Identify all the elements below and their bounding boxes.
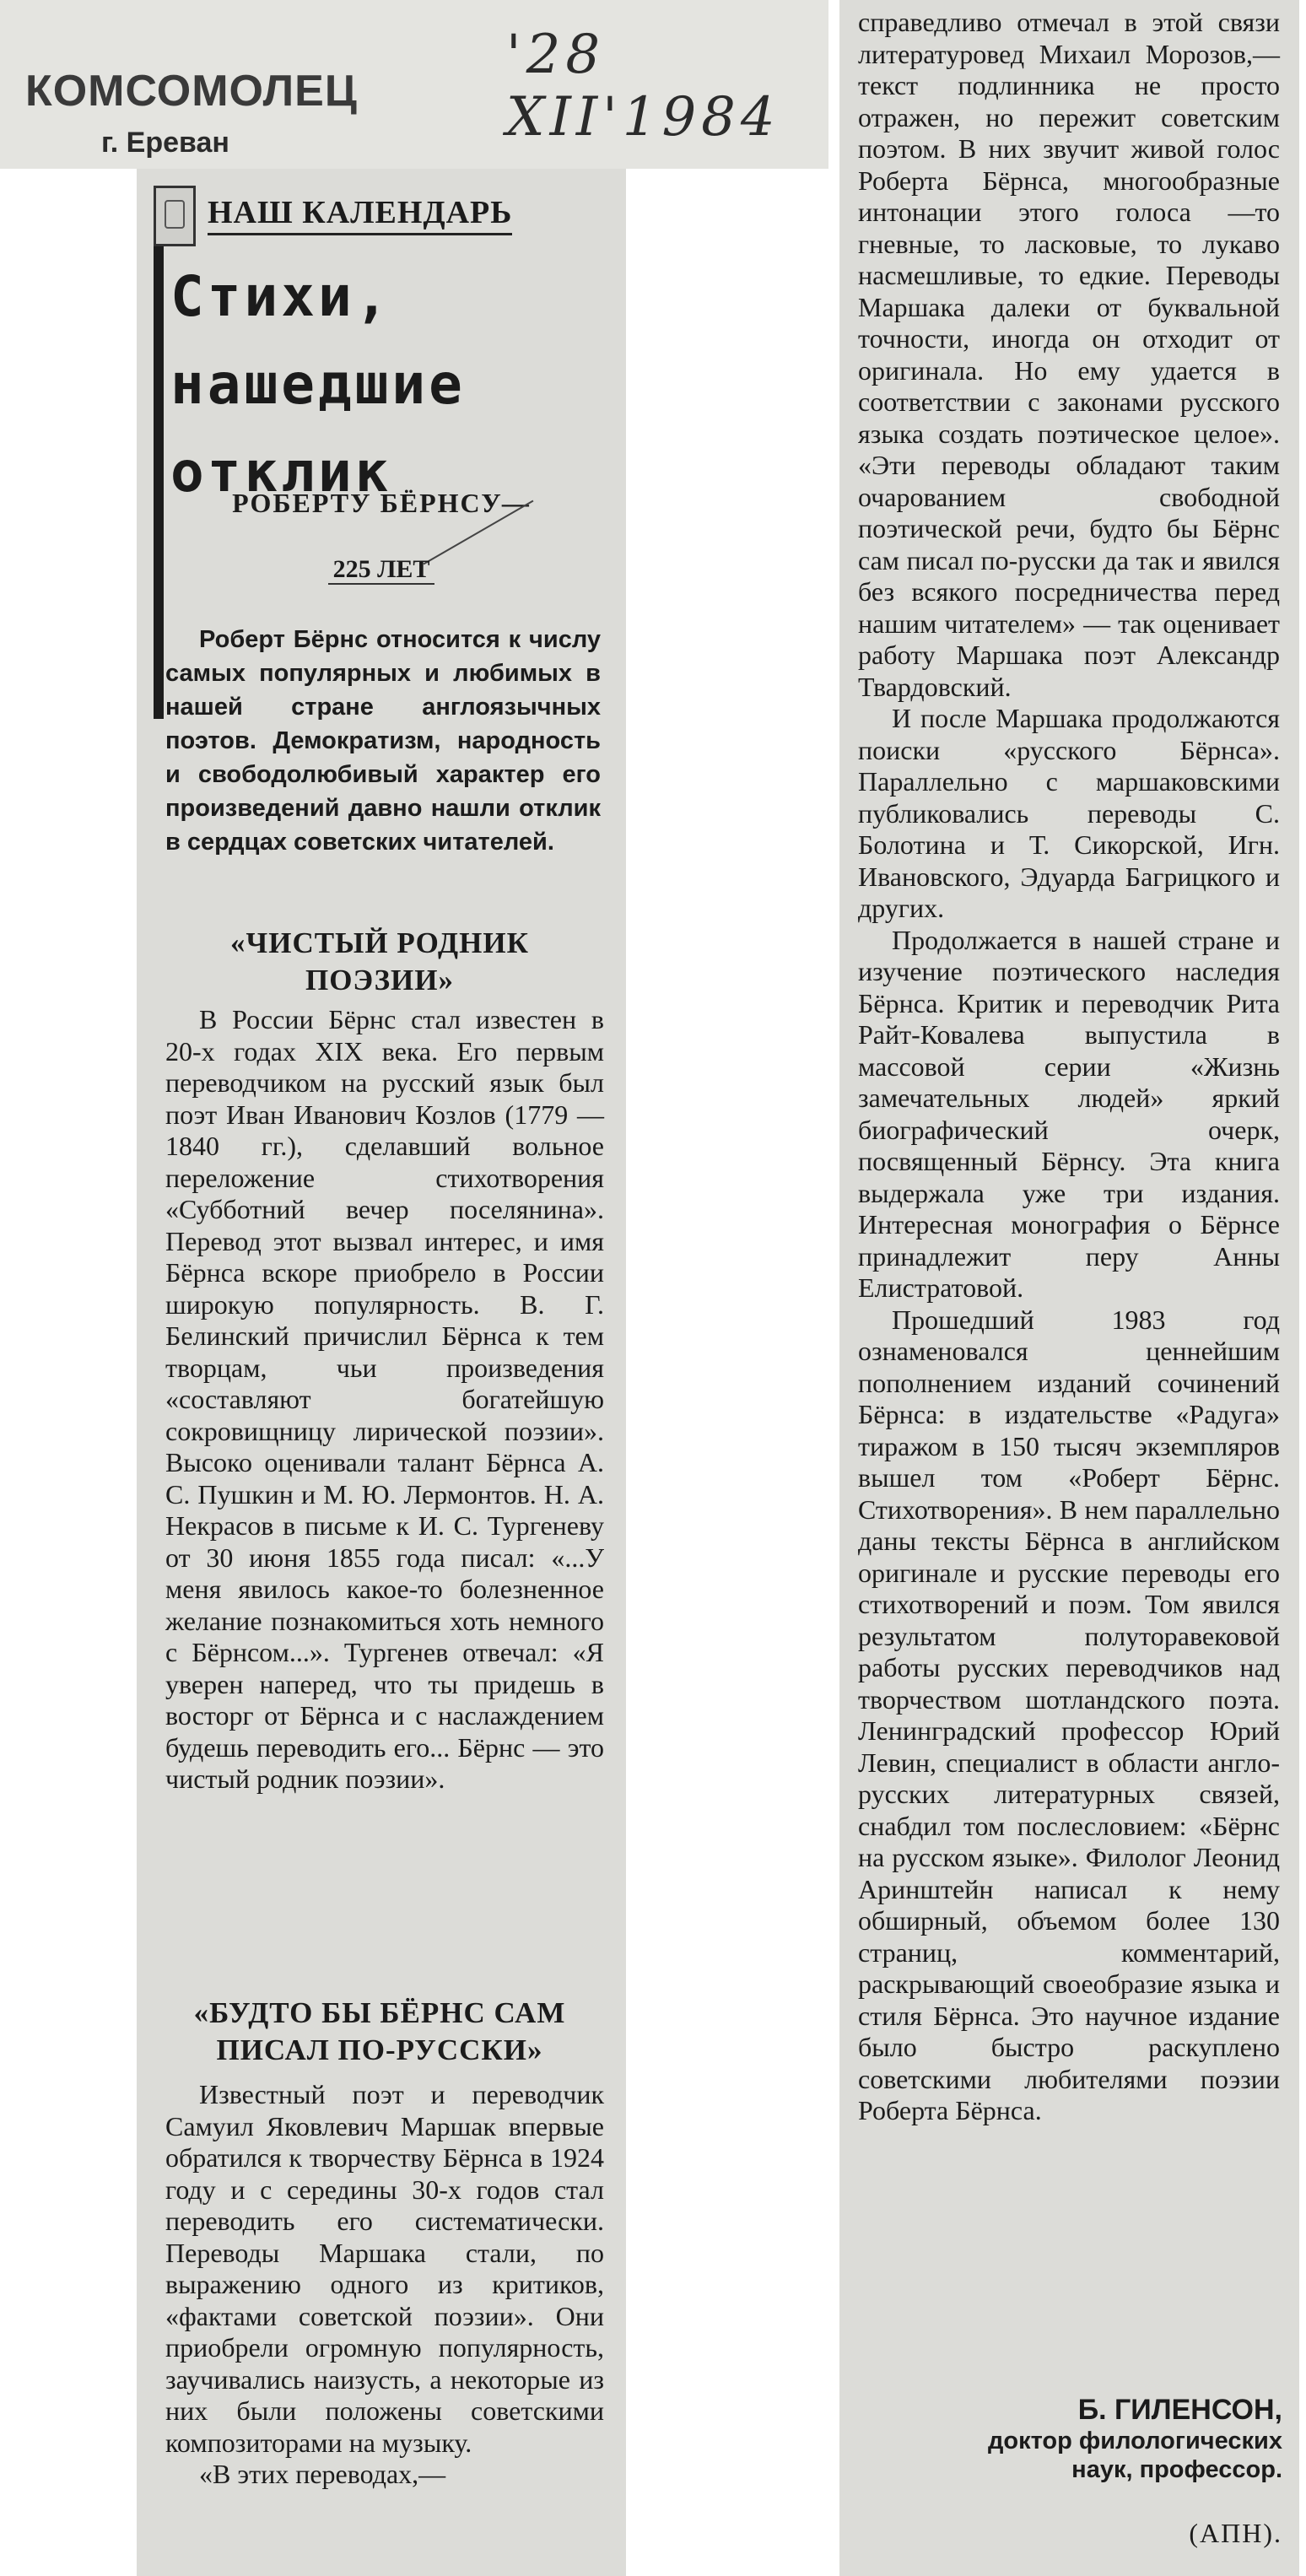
paragraph: справедливо отмечал в этой связи литературовед Михаил Морозов,— текст подлинника не просто отражен, но пережит советским поэтом. В них звучит живой голос Роберта Бёрнса, многообразные интонации этого голоса —то гневные, то ласковые, то лукаво насмешливые, то едкие. Переводы Маршака далеки от буквальной точности, иногда он отходит от оригинала. Но ему удается в соответствии с законами русского языка создать поэтическое целое». «Эти переводы обладают таким очарованием свободной поэтической речи, будто бы Бёрнс сам писал по-русски да так и явился без всякого посредничества перед нашим читателем» — так оценивает работу Маршака поэт Александр Твардовский. bbox=[858, 7, 1280, 702]
headline-line: нашедшие bbox=[170, 352, 466, 417]
section-title: «БУДТО БЫ БЁРНС САМ ПИСАЛ ПО-РУССКИ» bbox=[193, 1996, 566, 2066]
headline-line: Стихи, bbox=[170, 264, 392, 329]
anniversary-text: 225 ЛЕТ bbox=[328, 555, 435, 585]
paragraph: В России Бёрнс стал известен в 20-х годах XIX века. Его первым переводчиком на русский язык был поэт Иван Иванович Козлов (1779 — 1840 гг.), сделавший вольное переложение стихотворения «Субботний вечер поселянина». Перевод этот вызвал интерес, и имя Бёрнса вскоре приобрело в России широкую популярность. В. Г. Белинский причислил Бёрнса к тем творцам, чьи произведения «составляют богатейшую сокровищницу лирической поэзии». Высоко оценивали талант Бёрнса А. С. Пушкин и М. Ю. Лермонтов. Н. А. Некрасов в письме к И. С. Тургеневу от 30 июня 1855 года писал: «...У меня явилось какое-то болезненное желание познакомиться хоть немного с Бёрнсом...». Тургенев отвечал: «Я уверен наперед, что ты придешь в восторг от Бёрнса и с наслаждением будешь переводить его... Бёрнс — это чистый родник поэзии». bbox=[165, 1004, 604, 1794]
headline bbox=[170, 253, 575, 516]
newspaper-stamp bbox=[0, 0, 828, 169]
column-text bbox=[858, 7, 1280, 2127]
clipping-date: '28 XII'1984 bbox=[506, 24, 780, 149]
author-degree: наук, профессор. bbox=[1071, 2456, 1282, 2483]
article-column-right bbox=[839, 0, 1299, 2576]
section-text bbox=[165, 2079, 604, 2491]
subheadline: РОБЕРТУ БЁРНСУ— bbox=[232, 488, 531, 518]
article-column-left bbox=[137, 169, 626, 2576]
lead-paragraph: Роберт Бёрнс относится к числу самых популярных и любимых в нашей стране англоязычных поэтов. Демократизм, народность и свободолюбивый характер его произведений давно нашли отклик в сердцах советских читателей. bbox=[165, 626, 601, 856]
rubric bbox=[154, 186, 609, 243]
paragraph: Известный поэт и переводчик Самуил Яковлевич Маршак впервые обратился к творчеству Бёрнса в 1924 году и с середины 30-х годов стал переводить его систематически. Переводы Маршака стали, по выражению одного из критиков, «фактами советской поэзии». Они приобрели огромную популярность, заучивались наизусть, а некоторые из них были положены советскими композиторами на музыку. bbox=[165, 2079, 604, 2458]
author-name: Б. ГИЛЕНСОН, bbox=[1077, 2394, 1282, 2426]
headline-line: отклик bbox=[170, 440, 392, 505]
anniversary-label bbox=[187, 555, 575, 584]
author-signature bbox=[839, 2393, 1282, 2484]
newspaper-city: г. Ереван bbox=[101, 127, 229, 159]
author-degree: доктор филологических bbox=[987, 2427, 1282, 2454]
calendar-icon bbox=[154, 186, 196, 246]
rubric-label: НАШ КАЛЕНДАРЬ bbox=[208, 194, 512, 235]
news-agency: (АПН). bbox=[1189, 2518, 1282, 2548]
paragraph: «В этих переводах,— bbox=[199, 2459, 446, 2489]
section-text bbox=[165, 1004, 604, 1796]
paragraph: Прошедший 1983 год ознаменовался ценнейшим пополнением изданий сочинений Бёрнса: в издательстве «Радуга» тиражом в 150 тысяч экземпляров вышел том «Роберт Бёрнс. Стихотворения». В нем параллельно даны тексты Бёрнса в английском оригинале и русские переводы его стихотворений и поэм. Том явился результатом полуторавековой работы русских переводчиков над творчеством шотландского поэта. Ленинградский профессор Юрий Левин, специалист в области англо-русских литературных связей, снабдил том послесловием: «Бёрнс на русском языке». Филолог Леонид Аринштейн написал к нему обширный, объемом более 130 страниц, комментарий, раскрывающий своеобразие языка и стиля Бёрнса. Это научное издание было быстро раскуплено советскими любителями поэзии Роберта Бёрнса. bbox=[858, 1304, 1280, 2125]
paragraph: Продолжается в нашей стране и изучение поэтического наследия Бёрнса. Критик и переводчик Рита Райт-Ковалева выпустила в массовой серии «Жизнь замечательных людей» яркий биографический очерк, посвященный Бёрнсу. Эта книга выдержала уже три издания. Интересная монография о Бёрнсе принадлежит перу Анны Елистратовой. bbox=[858, 924, 1280, 1303]
newspaper-name: КОМСОМОЛЕЦ bbox=[25, 67, 358, 116]
paragraph: И после Маршака продолжаются поиски «русского Бёрнса». Параллельно с маршаковскими публиковались переводы С. Болотина и Т. Сикорской, Игн. Ивановского, Эдуарда Багрицкого и других. bbox=[858, 703, 1280, 923]
section-title: «ЧИСТЫЙ РОДНИК ПОЭЗИИ» bbox=[230, 926, 529, 996]
